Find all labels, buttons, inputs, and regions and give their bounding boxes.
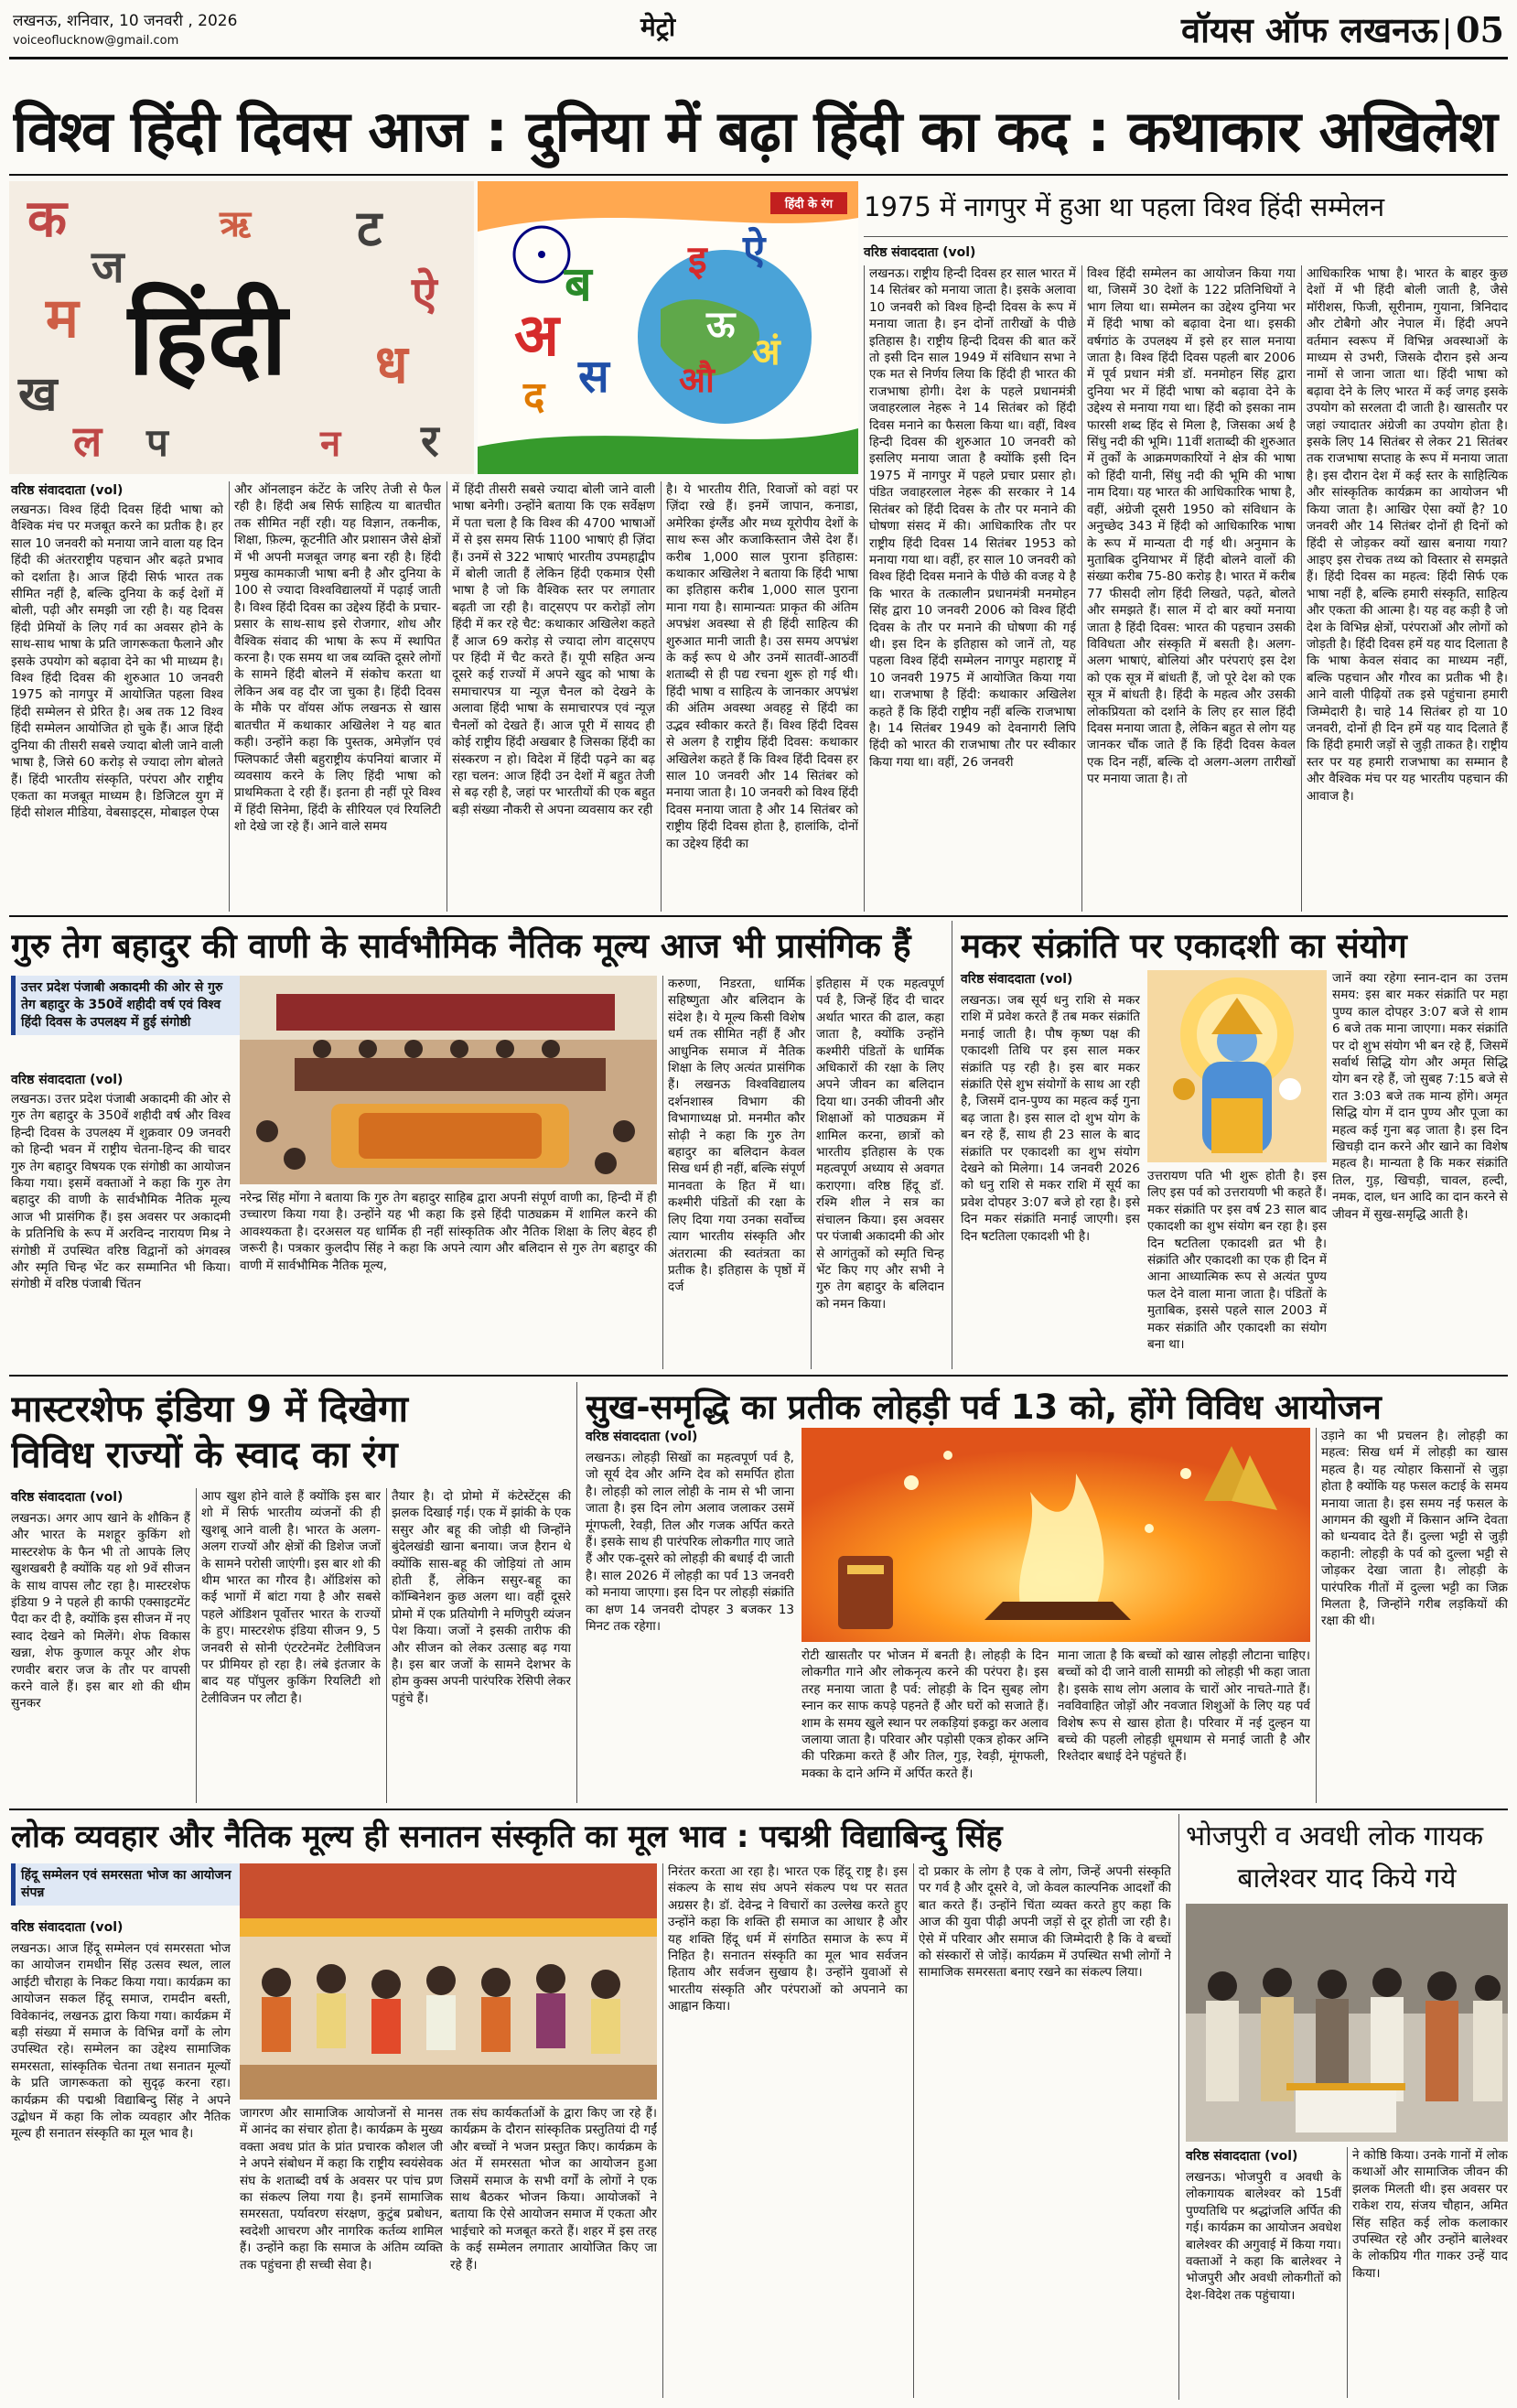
story7-headline-line1: भोजपुरी व अवधी लोक गायक (1186, 1820, 1484, 1852)
col-divider (386, 1488, 387, 1803)
collage-word: हिंदी (128, 280, 287, 397)
story5-headline: सुख-समृद्धि का प्रतीक लोहड़ी पर्व 13 को, होंगे विविध आयोजन (586, 1388, 1382, 1427)
story1-subhead: 1975 में नागपुर में हुआ था पहला विश्व हिंदी सम्मेलन (864, 191, 1385, 222)
col-divider (913, 1863, 914, 2398)
svg-text:ब: ब (565, 257, 592, 312)
col-divider (1316, 1428, 1317, 1803)
story1-col-1: लखनऊ। विश्व हिंदी दिवस हिंदी भाषा को वैश्विक मंच पर मजबूत करने का प्रतीक है। हर साल 10 जनवरी को मनाया जाने वाला यह दिन हिंदी की अंतरराष्ट्रीय पहचान और बढ़ते प्रभाव को दर्शाता है। आज हिंदी सिर्फ भारत तक सीमित नहीं है, बल्कि दुनिया के कई देशों में बोली, पढ़ी और समझी जा रही है। यह दिवस हिंदी प्रेमियों के लिए गर्व का अवसर होने के साथ-साथ भाषा के प्रति जागरूकता फैलाने और इसके उपयोग को बढ़ावा देने का भी माध्यम है। विश्व हिंदी दिवस की शुरुआत 10 जनवरी 1975 को नागपुर में आयोजित पहला विश्व हिंदी सम्मेलन से प्रेरित है। अब तक 12 विश्व हिंदी सम्मेलन आयोजित हो चुके हैं। आज हिंदी दुनिया की तीसरी सबसे ज्यादा बोली जाने वाली भाषा है, जिसे 60 करोड़ से ज्यादा लोग बोलते हैं। हिंदी भारतीय संस्कृति, परंपरा और राष्ट्रीय एकता का मजबूत माध्यम है। डिजिटल युग में हिंदी सोशल मीडिया, वेबसाइट्स, मोबाइल ऐप्स (11, 502, 223, 821)
story5-byline: वरिष्ठ संवाददाता (vol) (586, 1430, 698, 1444)
col-divider (446, 481, 447, 912)
col-divider (1081, 265, 1082, 912)
email: voiceoflucknow@gmail.com (13, 34, 179, 48)
vishnu-image (1147, 970, 1327, 1162)
paper-name: वॉयस ऑफ लखनऊ (1181, 9, 1439, 50)
col-divider (811, 976, 812, 1369)
section-rule (9, 1375, 1508, 1377)
svg-text:क: क (27, 189, 68, 249)
story7-col-2: ने कोष्ठि किया। उनके गानों में लोक कथाओं और सामाजिक जीवन की झलक मिलती थी। इस अवसर पर राकेश राय, संजय चौहान, अमित सिंह सहित कई लोक कलाकार उपस्थित रहे और उन्होंने बालेश्वर के लोकप्रिय गीत गाकर उन्हें याद किया। (1352, 2148, 1508, 2281)
svg-text:प: प (146, 420, 168, 465)
story4-col-3: तैयार है। दो प्रोमो में कंटेस्टेंट्स की झलक दिखाई गई। एक में झांकी के एक ससुर और बहू की जोड़ी थी जिन्होंने बुंदेलखंडी खाना बनाया। जज हैरान थे क्योंकि सास-बहू की जोड़ियां तो आम होती हैं, लेकिन ससुर-बहू का कॉम्बिनेशन कुछ अलग था। वहीं दूसरे प्रोमो में एक प्रतियोगी ने मणिपुरी व्यंजन पेश किया। जजों ने इसकी तारीफ की और सीजन को लेकर उत्साह बढ़ गया है। इस बार जजों के सामने देशभर के होम कुक्स अपनी पारंपरिक रेसिपी लेकर पहुंचे हैं। (392, 1489, 571, 1706)
story2-byline: वरिष्ठ संवाददाता (vol) (11, 1073, 124, 1087)
svg-text:ऋ: ऋ (220, 203, 252, 245)
hindi-collage-svg (9, 181, 474, 474)
col-divider (661, 481, 662, 912)
col-divider (229, 481, 230, 912)
story2-col-4: इतिहास में एक महत्वपूर्ण पर्व है, जिन्हें हिंद दी चादर अर्थात भारत की ढाल, कहा जाता है, क्योंकि उन्होंने कश्मीरी पंडितों के धार्मिक अधिकारों की रक्षा के लिए अपने जीवन का बलिदान दिया था। उनकी जीवनी और शिक्षाओं को पाठ्यक्रम में शामिल करना, छात्रों को भारतीय इतिहास के एक महत्वपूर्ण अध्याय से अवगत कराएगा। वरिष्ठ हिंदू डॉ. रश्मि शील ने सत्र का संचालन किया। इस अवसर पर पंजाबी अकादमी की ओर से आगंतुकों को स्मृति चिन्ह भेंट किए गए और सभी ने गुरु तेग बहादुर के बलिदान को नमन किया। (816, 977, 944, 1312)
svg-text:अ: अ (514, 302, 559, 370)
story6-headline: लोक व्यवहार और नैतिक मूल्य ही सनातन संस्कृति का मूल भाव : पद्मश्री विद्याबिन्दु सिंह (11, 1819, 1003, 1855)
col-divider (1301, 265, 1302, 912)
svg-text:ऊ: ऊ (706, 304, 736, 346)
svg-text:ध: ध (375, 333, 408, 395)
hindi-poster-image (478, 181, 858, 474)
story6-col-3: तक संघ कार्यकर्ताओं के द्वारा किए जा रहे हैं। कार्यक्रम के दौरान सांस्कृतिक प्रस्तुतियां दी गईं और बच्चों ने भजन प्रस्तुत किए। कार्यक्रम के अंत में समरसता भोज का आयोजन हुआ जिसमें समाज के सभी वर्गों के लोगों ने एक साथ बैठकर भोजन किया। आयोजकों ने बताया कि ऐसे आयोजन समाज में एकता और भाईचारे को मजबूत करते हैं। शहर में इस तरह के कई सम्मेलन लगातार आयोजित किए जा रहे हैं। (450, 2106, 657, 2273)
svg-text:ख: ख (18, 367, 58, 422)
story2-headline: गुरु तेग बहादुर की वाणी के सार्वभौमिक नैतिक मूल्य आज भी प्रासंगिक हैं (11, 926, 911, 966)
story7-col-1: लखनऊ। भोजपुरी व अवधी के लोकगायक बालेश्वर को 15वीं पुण्यतिथि पर श्रद्धांजलि अर्पित की गई। कार्यक्रम का आयोजन अवधेश बालेश्वर की अगुवाई में किया गया। वक्ताओं ने कहा कि बालेश्वर ने भोजपुरी और अवधी लोकगीतों को देश-विदेश तक पहुंचाया। (1186, 2170, 1341, 2303)
story6-byline: वरिष्ठ संवाददाता (vol) (11, 1920, 124, 1935)
story1-col-2: और ऑनलाइन कंटेंट के जरिए तेजी से फैल रही है। हिंदी अब सिर्फ साहित्य या बातचीत तक सीमित नहीं रही। यह विज्ञान, तकनीक, शिक्षा, फ़िल्म, कूटनीति और प्रशासन जैसे क्षेत्रों में भी अपनी मजबूत जगह बना रही है। हिंदी प्रमुख कामकाजी भाषा बनी है और दुनिया के 100 से ज्यादा विश्वविद्यालयों में पढ़ाई जाती है। विश्व हिंदी दिवस का उद्देश्य हिंदी के प्रचार-प्रसार के साथ-साथ इसे रोजगार, शोध और वैश्विक संवाद की भाषा के रूप में स्थापित करना है। एक समय था जब व्यक्ति दूसरे लोगों के सामने हिंदी बोलने में संकोच करता था लेकिन अब वह दौर जा चुका है। हिंदी दिवस के मौके पर वॉयस ऑफ लखनऊ से खास बातचीत में कथाकार अखिलेश ने यह बात कही। उन्होंने कहा कि पुस्तक, अमेज़ॉन एवं फ्लिपकार्ट जैसी बहुराष्ट्रीय कंपनियां बाजार में व्यवसाय करने के लिए हिंदी भाषा को प्राथमिकता दे रही हैं। इतना ही नहीं पूरे विश्व में हिंदी सिनेमा, हिंदी के सीरियल एवं रियलिटी शो देखे जा रहे हैं। आने वाले समय (234, 482, 441, 835)
story1-col-4: है। ये भारतीय रीति, रिवाजों को वहां पर ज़िंदा रखे हैं। इनमें जापान, कनाडा, अमेरिका इंग्लैंड और मध्य यूरोपीय देशों के साथ रूस और कजाकिस्तान जैसे देश हैं। करीब 1,000 साल पुराना इतिहास: कथाकार अखिलेश ने बताया कि हिंदी भाषा का इतिहास करीब 1,000 साल पुराना माना गया है। सामान्यतः प्राकृत की अंतिम अपभ्रंश अवस्था से ही हिंदी साहित्य की शुरुआत मानी जाती है। उस समय अपभ्रंश के कई रूप थे और उनमें सातवीं-आठवीं शताब्दी से ही पद्य रचना शुरू हो गई थी। हिंदी भाषा व साहित्य के जानकार अपभ्रंश की अंतिम अवस्था अवहट्ट से हिंदी का उद्भव स्वीकार करते हैं। विश्व हिंदी दिवस से अलग है राष्ट्रीय हिंदी दिवस: कथाकार अखिलेश कहते हैं कि विश्व हिंदी दिवस हर साल 10 जनवरी और 14 सितंबर को मनाया जाता है। 10 जनवरी को विश्व हिंदी दिवस मनाया जाता है और 14 सितंबर को राष्ट्रीय हिंदी दिवस होता है, हालांकि, दोनों का उद्देश्य हिंदी का (666, 482, 858, 851)
subhead-rule (864, 236, 1508, 237)
svg-text:ल: ल (73, 416, 102, 466)
seminar-photo-svg (240, 976, 657, 1184)
story2-col-2: नरेन्द्र सिंह मोंगा ने बताया कि गुरु तेग बहादुर साहिब द्वारा अपनी संपूर्ण वाणी का, हिन्दी में ही उच्चारण किया गया है। उन्होंने यह भी कहा कि इसे हिंदी पाठ्यक्रम में शामिल करने की आवश्यकता है। दरअसल यह धार्मिक ही नहीं सांस्कृतिक और नैतिक शिक्षा के लिए बेहद ही जरूरी है। पत्रकार कुलदीप सिंह ने कहा कि अपने त्याग और बलिदान से गुरु तेग बहादुर की वाणी में सार्वभौमिक नैतिक मूल्य, (240, 1191, 657, 1273)
tribute-photo-svg (1186, 1904, 1508, 2142)
svg-text:न: न (320, 423, 341, 465)
story7-headline-line2: बालेश्वर याद किये गये (1237, 1863, 1457, 1895)
svg-text:द: द (523, 373, 545, 420)
poster-badge: हिंदी के रंग (784, 198, 834, 211)
story1-col-7: आधिकारिक भाषा है। भारत के बाहर कुछ देशों में भी हिंदी बोली जाती है, जैसे मॉरीशस, फिजी, सूरीनाम, गुयाना, त्रिनिदाद और टोबैगो और नेपाल में। हिंदी अपने वर्तमान स्वरूप में विभिन्न अवस्थाओं के माध्यम से उभरी, जिसके दौरान इसे अन्य नामों से जाना जाता था। हिंदी भाषा को बढ़ावा देने के लिए भारत में कई जगह इसके उपयोग को सरलता दी जाती है। खासतौर पर जहां ज्यादातर अंग्रेजी का उपयोग होता है। इसके लिए 14 सितंबर से लेकर 21 सितंबर तक राजभाषा सप्ताह के रूप में मनाया जाता है। इस दौरान देश में कई स्तर के साहित्यिक और सांस्कृतिक कार्यक्रम का आयोजन भी किया जाता है। आखिर ऐसा क्यों है? 10 जनवरी और 14 सितंबर दोनों ही दिनों को हिंदी से जोड़कर क्यों खास बनाया गया? आइए इस रोचक तथ्य को विस्तार से समझते हैं। हिंदी दिवस का महत्व: हिंदी सिर्फ एक भाषा नहीं है, बल्कि हमारी संस्कृति, साहित्य और एकता की आत्मा है। यह वह कड़ी है जो देश के विभिन्न क्षेत्रों, परंपराओं और लोगों को जोड़ती है। हिंदी दिवस हमें यह याद दिलाता है कि भाषा केवल संवाद का माध्यम नहीं, बल्कि पहचान और गौरव का प्रतीक भी है। आने वाली पीढ़ियों तक इसे पहुंचाना हमारी जिम्मेदारी है। चाहे 14 सितंबर हो या 10 जनवरी, दोनों ही दिन हमें यह याद दिलाते हैं कि हिंदी हमारी जड़ों से जुड़ी ताकत है। राष्ट्रीय स्तर पर यह हमारी राजभाषा का सम्मान है और वैश्विक मंच पर यह भारतीय पहचान की आवाज है। (1307, 266, 1508, 804)
svg-text:ऐ: ऐ (743, 227, 766, 274)
svg-text:ट: ट (357, 200, 382, 257)
story3-col-3: जानें क्या रहेगा स्नान-दान का उत्तम समय: इस बार मकर संक्रांति पर महा पुण्य काल दोपहर 3:07 बजे से शाम 6 बजे तक माना जाएगा। मकर संक्रांति पर दो शुभ संयोग भी बन रहे हैं, जिसमें सर्वार्थ सिद्धि योग और अमृत सिद्धि योग बन रहे हैं, जो सुबह 7:15 बजे से रात 3:03 बजे तक मान्य होंगे। अमृत सिद्धि योग में दान पुण्य और पूजा का महत्व कई गुना बढ़ जाता है। इस दिन खिचड़ी दान करने और खाने का विशेष महत्व है। मान्यता है कि मकर संक्रांति तिल, गुड़, खिचड़ी, चावल, हल्दी, नमक, दाल, धन आदि का दान करने से जीवन में सुख-समृद्धि आती है। (1332, 971, 1508, 1222)
header-rule (9, 57, 1508, 59)
story4-col-2: आप खुश होने वाले हैं क्योंकि इस बार शो में सिर्फ भारतीय व्यंजनों की ही खुशबू आने वाली है। भारत के अलग-अलग राज्यों और क्षेत्रों की डिशेज जजों के सामने परोसी जाएंगी। इस बार शो की थीम भारत का गौरव है। ऑडिशंस को कई भागों में बांटा गया है और सबसे पहले ऑडिशन पूर्वोत्तर भारत के राज्यों के हुए। मास्टरशेफ इंडिया सीजन 9, 5 जनवरी से सोनी एंटरटेनमेंट टेलीविजन पर प्रीमियर हो रहा है। लंबे इंतजार के बाद यह पॉपुलर कुकिंग रियलिटी शो टेलीविजन पर लौटा है। (201, 1489, 381, 1706)
svg-text:इ: इ (688, 237, 707, 282)
dateline: लखनऊ, शनिवार, 10 जनवरी , 2026 (13, 12, 238, 30)
vishnu-image-svg (1147, 970, 1327, 1162)
svg-text:अं: अं (752, 331, 780, 373)
col-divider (662, 1863, 663, 2398)
svg-text:म: म (46, 286, 79, 351)
story1-sub-byline: वरिष्ठ संवाददाता (vol) (864, 245, 976, 260)
svg-text:औ: औ (679, 360, 715, 400)
sammelan-photo (240, 1863, 657, 2100)
story4-col-1: लखनऊ। अगर आप खाने के शौकिन हैं और भारत के मशहूर कुकिंग शो मास्टरशेफ के फैन भी तो आपके लिए खुशखबरी है क्योंकि यह शो 9वें सीजन के साथ वापस लौट रहा है। मास्टरशेफ इंडिया 9 ने पहले ही काफी एक्साइटमेंट पैदा कर दी है, क्योंकि इस सीजन में नए स्वाद देखने को मिलेंगे। शेफ विकास खन्ना, शेफ कुणाल कपूर और शेफ रणवीर बरार जज के तौर पर वापसी करने वाले हैं। इस बार शो की थीम सुनकर (11, 1511, 190, 1712)
story3-col-1: लखनऊ। जब सूर्य धनु राशि से मकर राशि में प्रवेश करते हैं तब मकर संक्रांति मनाई जाती है। पौष कृष्ण पक्ष की एकादशी तिथि पर इस साल मकर संक्रांति पड़ रही है। इस बार मकर संक्रांति ऐसे शुभ संयोगों के साथ आ रही है, जिसमें दान-पुण्य का महत्व कई गुना बढ़ जाता है। इस साल दो शुभ योग के बन रहे हैं, साथ ही 23 साल के बाद संक्रांति पर एकादशी का शुभ संयोग देखने को मिलेगा। 14 जनवरी 2026 को धनु राशि से मकर राशि में सूर्य का प्रवेश दोपहर 3:07 बजे हो रहा है। इसे दिन मकर संक्रांति मनाई जाएगी। इस दिन षटतिला एकादशी भी है। (961, 993, 1140, 1244)
dateline-block (13, 11, 237, 51)
section-divider (576, 1382, 577, 1803)
story6-col-2: जागरण और सामाजिक आयोजनों से मानस में आनंद का संचार होता है। कार्यक्रम के मुख्य वक्ता अवध प्रांत के प्रांत प्रचारक कौशल जी ने अपने संबोधन में कहा कि राष्ट्रीय स्वयंसेवक संघ के शताब्दी वर्ष के अवसर पर पांच प्रण का संकल्प लिया गया है। इनमें सामाजिक समरसता, पर्यावरण संरक्षण, कुटुंब प्रबोधन, स्वदेशी आचरण और नागरिक कर्तव्य शामिल हैं। उन्होंने कहा कि समाज के अंतिम व्यक्ति तक पहुंचना ही सच्ची सेवा है। (240, 2106, 443, 2273)
col-divider (864, 265, 865, 912)
story5-col-1: लखनऊ। लोहड़ी सिखों का महत्वपूर्ण पर्व है, जो सूर्य देव और अग्नि देव को समर्पित होता है। लोहड़ी को लाल लोही के नाम से भी जाना जाता है। इस दिन लोग अलाव जलाकर उसमें मूंगफली, रेवड़ी, तिल और गजक अर्पित करते हैं। इसके साथ ही पारंपरिक लोकगीत गाए जाते हैं और एक-दूसरे को लोहड़ी की बधाई दी जाती है। साल 2026 में लोहड़ी का पर्व 13 जनवरी को मनाया जाएगा। इस दिन पर लोहड़ी संक्रांति का क्षण 14 जनवरी दोपहर 3 बजकर 13 मिनट तक रहेगा। (586, 1451, 794, 1635)
story3-byline: वरिष्ठ संवाददाता (vol) (961, 972, 1073, 987)
masthead (1181, 5, 1504, 53)
story7-byline: वरिष्ठ संवाददाता (vol) (1186, 2149, 1298, 2164)
svg-text:ज: ज (91, 242, 124, 293)
sammelan-photo-svg (240, 1863, 657, 2100)
bonfire-image (802, 1428, 1310, 1642)
main-headline: विश्व हिंदी दिवस आज : दुनिया में बढ़ा हिंदी का कद : कथाकार अखिलेश (13, 98, 1497, 165)
masthead-divider (1446, 18, 1448, 49)
page-number: 05 (1456, 9, 1504, 50)
section-divider (1178, 1814, 1179, 2400)
story6-info-box: हिंदू सम्मेलन एवं समरसता भोज का आयोजन संपन्न (11, 1863, 241, 1906)
section-rule (9, 915, 1508, 917)
seminar-photo (240, 976, 657, 1184)
story5-col-4: उड़ाने का भी प्रचलन है। लोहड़ी का महत्व: सिख धर्म में लोहड़ी का खास महत्व है। यह त्योहार किसानों से जुड़ा होता है क्योंकि यह फसल कटाई के समय मनाया जाता है। इस समय नई फसल के आगमन की खुशी में किसान अग्नि देवता को धन्यवाद देते हैं। दुल्ला भट्टी से जुड़ी कहानी: लोहड़ी के पर्व को दुल्ला भट्टी से जोड़कर देखा जाता है। लोहड़ी के पारंपरिक गीतों में दुल्ला भट्टी का जिक्र मिलता है, जिन्होंने गरीब लड़कियों की रक्षा की थी। (1321, 1429, 1508, 1629)
story6-col-4: निरंतर करता आ रहा है। भारत एक हिंदू राष्ट्र है। इस संकल्प के साथ संघ अपने संकल्प पथ पर सतत अग्रसर है। डॉ. देवेन्द्र ने विचारों का उल्लेख करते हुए उन्होंने कहा कि शक्ति ही समाज का आधार है और यह शक्ति हिंदू धर्म में संगठित समाज के रूप में निहित है। सनातन संस्कृति का मूल भाव सर्वजन हिताय और सर्वजन सुखाय है। उन्होंने युवाओं से भारतीय संस्कृति और परंपराओं को अपनाने का आह्वान किया। (668, 1864, 908, 2014)
story4-byline: वरिष्ठ संवाददाता (vol) (11, 1490, 124, 1505)
story6-col-1: लखनऊ। आज हिंदू सम्मेलन एवं समरसता भोज का आयोजन रामधीन सिंह उत्सव स्थल, लाल आईटी चौराहा के निकट किया गया। कार्यक्रम का आयोजन सकल हिंदू समाज, रामदीन बस्ती, विवेकानंद, लखनऊ द्वारा किया गया। कार्यक्रम में बड़ी संख्या में समाज के विभिन्न वर्गों के लोग उपस्थित रहे। सम्मेलन का उद्देश्य सामाजिक समरसता, सांस्कृतिक चेतना तथा सनातन मूल्यों के प्रति जागरूकता को सुदृढ़ करना रहा। कार्यक्रम की पद्मश्री विद्याबिन्दु सिंह ने अपने उद्बोधन में कहा कि लोक व्यवहार और नैतिक मूल्य ही सनातन संस्कृति का मूल भाव है। (11, 1941, 231, 2142)
story1-byline: वरिष्ठ संवाददाता (vol) (11, 483, 124, 498)
story1-col-6: विश्व हिंदी सम्मेलन का आयोजन किया गया था, जिसमें 30 देशों के 122 प्रतिनिधियों ने भाग लिया था। सम्मेलन का उद्देश्य दुनिया भर में हिंदी भाषा को बढ़ावा देना था। इसकी वर्षगांठ के उपलक्ष्य में इसे हर साल मनाया जाता है। विश्व हिंदी दिवस पहली बार 2006 में पूर्व प्रधान मंत्री डॉ. मनमोहन सिंह द्वारा दुनिया भर में हिंदी भाषा को बढ़ावा देने के उद्देश्य से मनाया गया था। हिंदी को इसका नाम फारसी शब्द हिंद से मिला है, जिसका अर्थ है सिंधु नदी की भूमि। 11वीं शताब्दी की शुरुआत में तुर्कों के आक्रमणकारियों ने क्षेत्र की भाषा को हिंदी यानी, सिंधु नदी की भूमि की भाषा नाम दिया। यह भारत की आधिकारिक भाषा है, वहीं, अंग्रेजी दूसरी 1950 को संविधान के अनुच्छेद 343 में हिंदी को आधिकारिक भाषा के रूप में मान्यता दी गई थी। अनुमान के मुताबिक दुनियाभर में हिंदी बोलने वालों की संख्या करीब 75-80 करोड़ है। भारत में करीब 77 फीसदी लोग हिंदी लिखते, पढ़ते, बोलते और समझते हैं। साल में दो बार क्यों मनाया जाता है हिंदी दिवस: भारत की पहचान उसकी विविधता और संस्कृति में बसती है। अलग-अलग भाषाएं, बोलियां और परंपराएं इस देश को एक सूत्र में बांधती हैं, जो पूरे देश को एक सूत्र में बांधती है। हिंदी के महत्व और उसकी लोकप्रियता को दर्शाने के लिए हर साल हिंदी दिवस मनाया जाता है, लेकिन बहुत से लोग यह जानकर चौंक जाते हैं कि हिंदी दिवस केवल एक दिन नहीं, बल्कि दो अलग-अलग तारीखों पर मनाया जाता है। तो (1087, 266, 1296, 787)
story5-col-2: रोटी खासतौर पर भोजन में बनती है। लोहड़ी के दिन लोकगीत गाने और लोकनृत्य करने की परंपरा है। इस तरह मनाया जाता है पर्व: लोहड़ी के दिन सुबह लोग स्नान कर साफ कपड़े पहनते हैं और घरों को सजाते हैं। शाम के समय खुले स्थान पर लकड़ियां इकट्ठा कर अलाव जलाया जाता है। परिवार और पड़ोसी एकत्र होकर अग्नि की परिक्रमा करते हैं और तिल, गुड़, रेवड़ी, मूंगफली, मक्का के दाने अग्नि में अर्पित करते हैं। (802, 1648, 1049, 1781)
hindi-poster-svg (478, 181, 858, 474)
story1-col-5: लखनऊ। राष्ट्रीय हिन्दी दिवस हर साल भारत में 14 सितंबर को मनाया जाता है। इसके अलावा 10 जनवरी को विश्व हिन्दी दिवस के रूप में मनाया जाता है। इन दोनों तारीखों के पीछे इतिहास है। राष्ट्रीय हिन्दी दिवस की बात करें तो इसी दिन साल 1949 में संविधान सभा ने एक मत से निर्णय लिया कि हिंदी ही भारत की राजभाषा होगी। देश के पहले प्रधानमंत्री जवाहरलाल नेहरू ने 14 सितंबर को हिंदी दिवस मनाने का फैसला किया था। वहीं, विश्व हिन्दी दिवस की शुरुआत 10 जनवरी को इसलिए मनाया जाता है क्योंकि इसी दिन 1975 में नागपुर में पहले प्रचार प्रसार हो। पंडित जवाहरलाल नेहरू की सरकार ने 14 सितंबर को हिंदी दिवस के तौर पर मनाने की घोषणा संसद में की। आधिकारिक तौर पर राष्ट्रीय हिंदी दिवस 14 सितंबर 1953 को मनाया गया था। वहीं, हर साल 10 जनवरी को विश्व हिंदी दिवस मनाने के पीछे की वजह ये है कि भारत के तत्कालीन प्रधानमंत्री मनमोहन सिंह द्वारा 10 जनवरी 2006 को विश्व हिंदी दिवस के तौर पर मनाने की घोषणा की गई थी। इस दिन के इतिहास को जानें तो, यह पहला विश्व हिंदी सम्मेलन नागपुर महाराष्ट्र में 10 जनवरी 1975 में आयोजित किया गया था। राजभाषा है हिंदी: कथाकार अखिलेश कहते हैं कि हिंदी राष्ट्रीय नहीं बल्कि राजभाषा है। 14 सितंबर 1949 को देवनागरी लिपि हिंदी को भारत की राजभाषा तौर पर स्वीकार किया गया था। वहीं, 26 जनवरी (869, 266, 1076, 770)
bonfire-image-svg (802, 1428, 1310, 1642)
story1-col-3: में हिंदी तीसरी सबसे ज्यादा बोली जाने वाली भाषा बनेगी। उन्होंने बताया कि एक सर्वेक्षण में पता चला है कि विश्व की 4700 भाषाओं में से इस समय सिर्फ 1100 भाषाएं ही ज़िंदा हैं। उनमें से 322 भाषाएं भारतीय उपमहाद्वीप में बोली जाती हैं लेकिन हिंदी एकमात्र ऐसी भाषा है जो कि वैश्विक स्तर पर लगातार बढ़ती जा रही है। वाट्सएप पर करोड़ों लोग हिंदी में कर रहे चैट: कथाकार अखिलेश कहते हैं आज 69 करोड़ से ज्यादा लोग वाट्सएप पर हिंदी में चैट करते हैं। यूपी सहित अन्य दूसरे कई राज्यों में अपने खुद को भाषा के समाचारपत्र या न्यूज़ चैनल को देखने के अलावा हिंदी भाषा के समाचारपत्र एवं न्यूज़ चैनलों को देखते हैं। आज पूरी में सायद ही कोई राष्ट्रीय हिंदी अखबार है जिसका हिंदी का संस्करण न हो। विदेश में हिंदी पढ़ने का बढ़ रहा चलन: आज हिंदी उन देशों में बहुत तेजी से बढ़ रही है, जहां पर भारतीयों की एक बहुत बड़ी संख्या नौकरी से अपना व्यवसाय कर रही (452, 482, 655, 817)
col-divider (662, 976, 663, 1369)
story5-col-3: माना जाता है कि बच्चों को खास लोहड़ी लौटाना चाहिए। बच्चों को दी जाने वाली सामग्री को लोहड़ी भी कहा जाता है। इसके साथ लोग अलाव के चारों ओर नाचते-गाते हैं। नवविवाहित जोड़ों और नवजात शिशुओं के लिए यह पर्व विशेष रूप से खास होता है। परिवार में नई दुल्हन या बच्चे की पहली लोहड़ी धूमधाम से मनाई जाती है और रिश्तेदार बधाई देने पहुंचते हैं। (1058, 1648, 1310, 1765)
tribute-photo (1186, 1904, 1508, 2142)
story6-col-5: दो प्रकार के लोग है एक वे लोग, जिन्हें अपनी संस्कृति पर गर्व है और दूसरे वे, जो केवल काल्पनिक आदर्शों की बात करते हैं। उन्होंने चिंता व्यक्त करते हुए कहा कि आज की युवा पीढ़ी अपनी जड़ों से दूर होती जा रही है। ऐसे में परिवार और समाज की जिम्मेदारी है कि वे बच्चों को संस्कारों से जोड़ें। कार्यक्रम में उपस्थित सभी लोगों ने सामाजिक समरसता बनाए रखने का संकल्प लिया। (919, 1864, 1171, 1981)
story3-col-2: उत्तरायण पति भी शुरू होती है। इस लिए इस पर्व को उत्तरायणी भी कहते हैं। मकर संक्रांति पर इस वर्ष 23 साल बाद एकादशी का शुभ संयोग बन रहा है। इस दिन षटतिला एकादशी व्रत भी है। संक्रांति और एकादशी का एक ही दिन में आना आध्यात्मिक रूप से अत्यंत पुण्य फल देने वाला माना जाता है। पंडितों के मुताबिक, इससे पहले साल 2003 में मकर संक्रांति और एकादशी का संयोग बना था। (1147, 1169, 1327, 1353)
headline-rule (9, 174, 1508, 176)
story3-headline: मकर संक्रांति पर एकादशी का संयोग (961, 926, 1407, 966)
col-divider (196, 1488, 197, 1803)
story4-headline-line1: मास्टरशेफ इंडिया 9 में दिखेगा (11, 1388, 409, 1431)
story2-col-1: लखनऊ। उत्तर प्रदेश पंजाबी अकादमी की ओर से गुरु तेग बहादुर के 350वें शहीदी वर्ष और विश्व हिन्दी दिवस के उपलक्ष्य में शुक्रवार 09 जनवरी को हिन्दी भवन में राष्ट्रीय चेतना-हिन्द की चादर गुरु तेग बहादुर विषयक एक संगोष्ठी का आयोजन किया गया। इसमें वक्ताओं ने कहा कि गुरु तेग बहादुर की वाणी के सार्वभौमिक नैतिक मूल्य आज भी प्रासंगिक हैं। इस अवसर पर अकादमी के प्रतिनिधि के रूप में अरविन्द नारायण मिश्र ने संगोष्ठी में उपस्थित वरिष्ठ विद्वानों को अंगवस्त्र और स्मृति चिन्ह भेंट कर सम्मानित भी किया। संगोष्ठी में वरिष्ठ पंजाबी चिंतन (11, 1092, 231, 1292)
svg-text:ऐ: ऐ (412, 267, 437, 320)
col-divider (1347, 2147, 1348, 2398)
story2-info-box: उत्तर प्रदेश पंजाबी अकादमी की ओर से गुरु तेग बहादुर के 350वें शहीदी वर्ष एवं विश्व हिंदी दिवस के उपलक्ष्य में हुई संगोष्ठी (11, 976, 241, 1035)
hindi-collage-image (9, 181, 474, 474)
story4-headline-line2: विविध राज्यों के स्वाद का रंग (11, 1434, 398, 1476)
story2-col-3: करुणा, निडरता, धार्मिक सहिष्णुता और बलिदान के संदेश है। ये मूल्य किसी विशेष धर्म तक सीमित नहीं हैं और आधुनिक समाज में नैतिक शिक्षा के लिए अत्यंत प्रासंगिक हैं। लखनऊ विश्वविद्यालय दर्शनशास्त्र विभाग की विभागाध्यक्ष प्रो. मनमीत कौर सोढ़ी ने कहा कि गुरु तेग बहादुर का बलिदान केवल सिख धर्म ही नहीं, बल्कि संपूर्ण मानवता के हित में था। कश्मीरी पंडितों की रक्षा के लिए दिया गया उनका सर्वोच्च त्याग भारतीय संस्कृति और अंतरात्मा की स्वतंत्रता का प्रतीक है। इतिहास के पृष्ठों में दर्ज (668, 977, 805, 1295)
svg-text:स: स (578, 350, 609, 403)
section-rule (9, 1809, 1508, 1810)
section-name: मेट्रो (640, 12, 676, 42)
svg-text:र: र (421, 416, 439, 467)
